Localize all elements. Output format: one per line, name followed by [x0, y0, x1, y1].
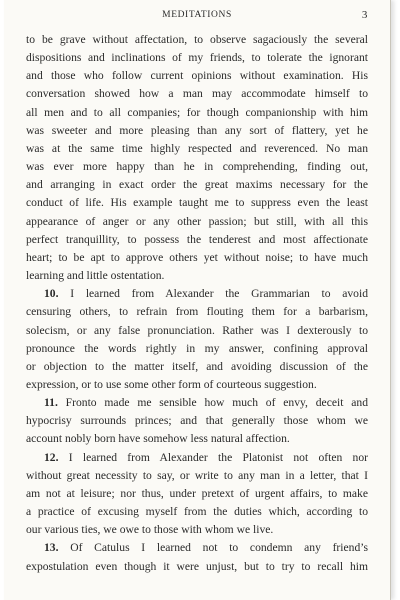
paragraph-9-continued	[26, 31, 368, 285]
text-line: expression, or to use some other form of courteous suggestion.	[26, 377, 317, 391]
text-line: appearance of anger or any other passion; but still, with all this	[26, 214, 368, 228]
paragraph-13	[26, 539, 368, 575]
page-number: 3	[361, 9, 368, 21]
text-line: without great necessity to say, or write to any man in a letter, that I	[26, 468, 368, 482]
paragraph-12	[26, 449, 368, 540]
text-line: to be grave without affectation, to observe sagaciously the several	[26, 33, 368, 46]
book-page	[4, 0, 391, 600]
text-line: was at the same time highly respected and reverenced. No man	[26, 141, 368, 155]
paragraph-number: 10.	[44, 287, 59, 301]
text-line: solecism, or any false pronunciation. Rather was I dexterously to	[26, 323, 368, 337]
text-line: account nobly born have somehow less natural affection.	[26, 432, 290, 446]
text-line: a practice of excusing myself from the duties which, according to	[26, 505, 368, 519]
paragraph-number: 11.	[44, 396, 58, 410]
text-line: heart; to be apt to approve others yet without noise; to have much	[26, 250, 368, 264]
text-line: learning and little ostentation.	[26, 269, 165, 283]
text-line: conduct of life. His example taught me to suppress even the least	[26, 196, 368, 210]
text-line: or objection to the matter itself, and avoiding discussion of the	[26, 359, 368, 373]
text-line: 13. Of Catulus I learned not to condemn any friend’s	[44, 541, 368, 555]
text-line: pronounce the words rightly in my answer, confining approval	[26, 341, 368, 355]
text-line: and those who follow current opinions without examination. His	[26, 69, 368, 83]
text-line: hypocrisy surrounds princes; and that generally those whom we	[26, 414, 368, 428]
text-line: was sweeter and more pleasing than any sort of flattery, yet he	[26, 123, 368, 137]
text-line: expostulation even though it were unjust, but to try to recall him	[26, 559, 368, 573]
text-line: censuring others, to refrain from flouting them for a barbarism,	[26, 305, 368, 319]
text-line: perfect tranquillity, to possess the tenderest and most affectionate	[26, 232, 368, 246]
text-line: and arranging in exact order the great maxims necessary for the	[26, 178, 368, 192]
text-line: dispositions and inclinations of my friends, to tolerate the ignorant	[26, 51, 368, 65]
text-line: was ever more happy than he in comprehending, finding out,	[26, 160, 368, 174]
running-head	[26, 10, 368, 24]
paragraph-number: 13.	[44, 541, 59, 555]
paragraph-10	[26, 285, 368, 394]
text-line: our various ties, we owe to those with whom we live.	[26, 523, 274, 537]
text-line: all men and to all companies; for though companionship with him	[26, 105, 368, 119]
paragraph-number: 12.	[44, 450, 59, 464]
text-line: am not at leisure; nor thus, under pretext of urgent affairs, to make	[26, 486, 368, 500]
running-title: MEDITATIONS	[162, 10, 232, 20]
paragraph-11	[26, 394, 368, 448]
body-text	[26, 31, 368, 576]
text-line: 10. I learned from Alexander the Grammarian to avoid	[44, 287, 368, 301]
text-line: 12. I learned from Alexander the Platonist not often nor	[44, 450, 368, 464]
text-line: conversation showed how a man may accommodate himself to	[26, 87, 368, 101]
text-line: 11. Fronto made me sensible how much of envy, deceit and	[44, 396, 368, 410]
